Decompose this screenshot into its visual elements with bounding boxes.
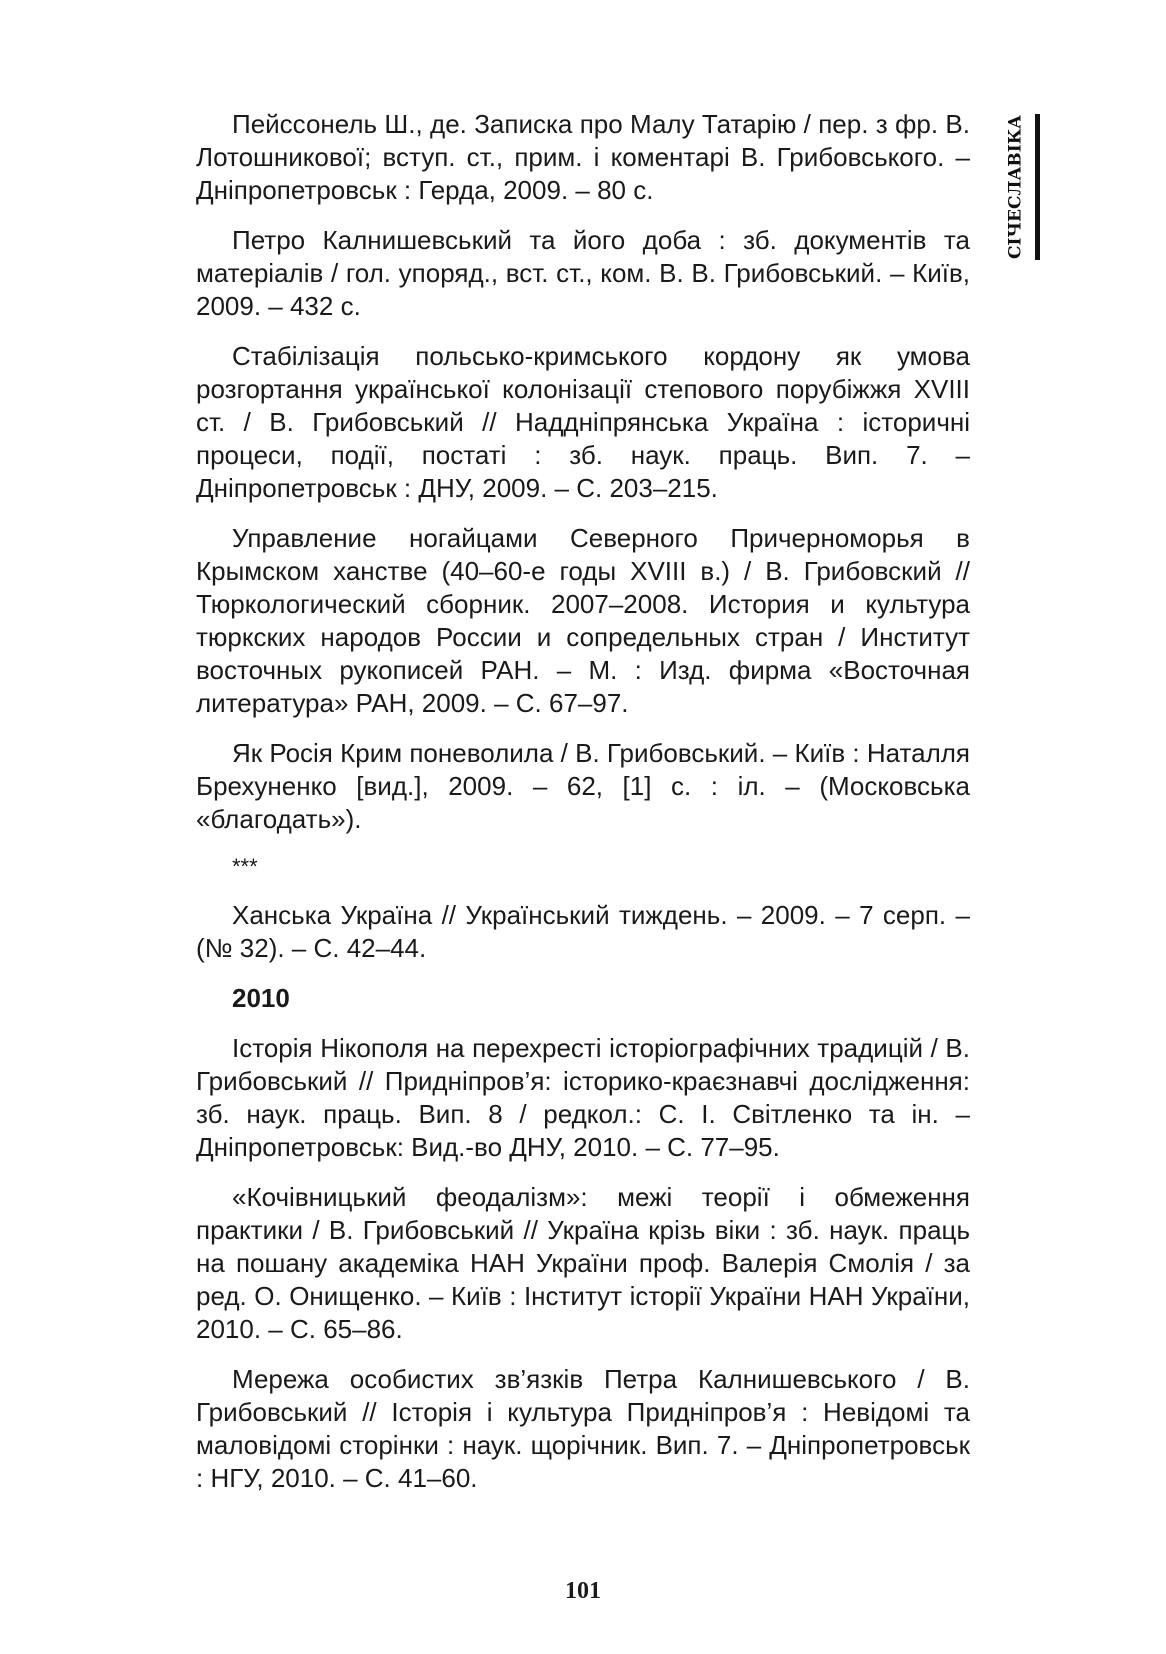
bibliography-entry: Петро Калнишевський та його доба : зб. документів та матеріалів / гол. упоряд., вст. ст., ком. В. В. Грибовський. – Київ, 2009. – 432 с. (196, 225, 970, 321)
sicheslavika-logo (998, 112, 1044, 262)
bibliography-entry: Історія Нікополя на перехресті історіографічних традицій / В. Грибовський // Придніпров’я: історико-краєзнавчі дослідження: зб. наук. праць. Вип. 8 / редкол.: С. І. Світленко та ін. –Дніпропетровськ: Вид.-во ДНУ, 2010. – С. 77–95. (196, 1033, 970, 1162)
bibliography-entry: Ханська Україна // Український тиждень. – 2009. – 7 серп. – (№ 32). – С. 42–44. (196, 900, 970, 963)
page-number: 101 (565, 1578, 601, 1604)
bibliography-entry: Стабілізація польсько-кримського кордону як умова розгортання української колонізації степового порубіжжя XVIII ст. / В. Грибовський // Наддніпрянська Україна : історичні процеси, події, постаті : зб. наук. праць. Вип. 7. – Дніпропетровськ : ДНУ, 2009. – С. 203–215. (196, 341, 970, 503)
section-separator: *** (232, 854, 258, 879)
bibliography-content (196, 108, 970, 1512)
logo-bar (1035, 114, 1040, 260)
year-heading: 2010 (232, 983, 290, 1013)
bibliography-entry: Мережа особистих зв’язків Петра Калнишевського / В. Грибовський // Історія і культура Придніпров’я : Невідомі та маловідомі сторінки : наук. щорічник. Вип. 7. – Дніпропетровськ : НГУ, 2010. – С. 41–60. (196, 1364, 970, 1493)
bibliography-entry: «Кочівницький феодалізм»: межі теорії і обмеження практики / В. Грибовський // Україна крізь віки : зб. наук. праць на пошану академіка НАН України проф. Валерія Смолія / за ред. О. Онищенко. – Київ : Інститут історії України НАН України, 2010. – С. 65–86. (196, 1182, 970, 1344)
sicheslavika-logo-text: СІЧЕСЛАВІКА (1005, 114, 1026, 260)
bibliography-entry: Управление ногайцами Северного Причерноморья в Крымском ханстве (40–60-е годы XVIII в.) / В. Грибовский // Тюркологический сборник. 2007–2008. История и культура тюркских народов России и сопредельных стран / Институт восточных рукописей РАН. – М. : Изд. фирма «Восточная литература» РАН, 2009. – С. 67–97. (196, 523, 970, 718)
bibliography-entry: Як Росія Крим поневолила / В. Грибовський. – Київ : Наталля Брехуненко [вид.], 2009. – 62, [1] с. : іл. – (Московська «благодать»). (196, 738, 971, 834)
bibliography-entry: Пейссонель Ш., де. Записка про Малу Татарію / пер. з фр. В. Лотошникової; вступ. ст., прим. і коментарі В. Грибовського. – Дніпропетровськ : Герда, 2009. – 80 с. (196, 109, 970, 205)
